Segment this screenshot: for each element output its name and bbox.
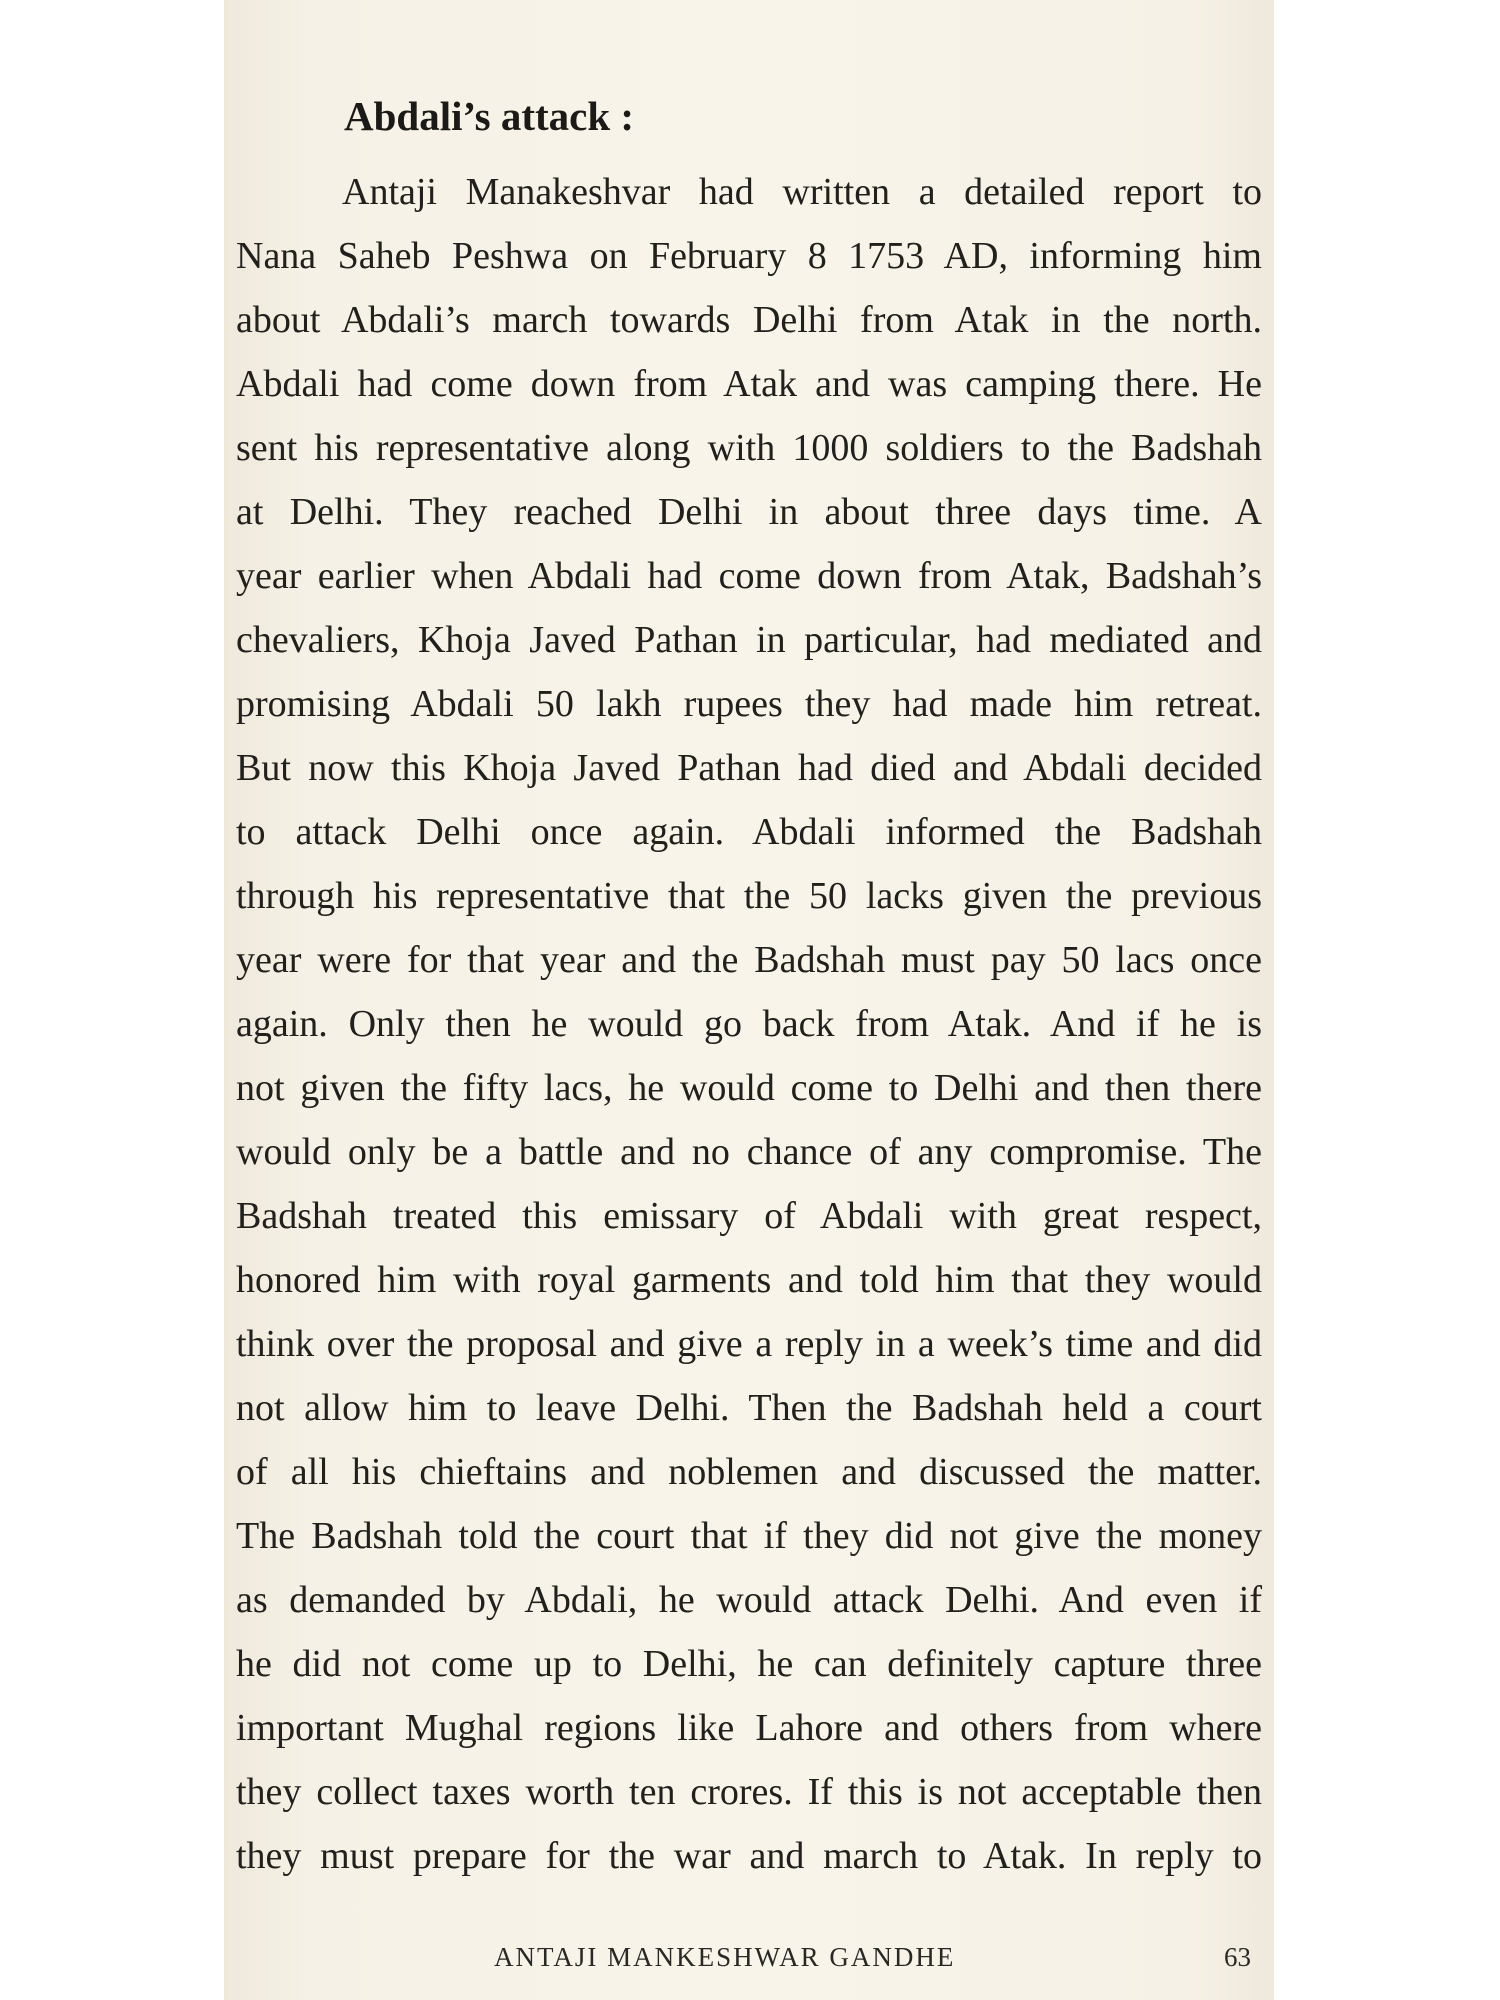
book-page bbox=[224, 0, 1274, 2000]
text-line: Nana Saheb Peshwa on February 8 1753 AD, informing him bbox=[236, 235, 1262, 277]
text-line: they collect taxes worth ten crores. If this is not acceptable then bbox=[236, 1771, 1262, 1813]
text-line: they must prepare for the war and march to Atak. In reply to bbox=[236, 1835, 1262, 1877]
text-line: not allow him to leave Delhi. Then the Badshah held a court bbox=[236, 1387, 1262, 1429]
text-line: not given the fifty lacs, he would come to Delhi and then there bbox=[236, 1067, 1262, 1109]
text-line: of all his chieftains and noblemen and discussed the matter. bbox=[236, 1451, 1262, 1493]
text-line: year were for that year and the Badshah must pay 50 lacs once bbox=[236, 939, 1262, 981]
text-line: to attack Delhi once again. Abdali informed the Badshah bbox=[236, 811, 1262, 853]
text-line: again. Only then he would go back from Atak. And if he is bbox=[236, 1003, 1262, 1045]
text-line: honored him with royal garments and told him that they would bbox=[236, 1259, 1262, 1301]
text-line: promising Abdali 50 lakh rupees they had made him retreat. bbox=[236, 683, 1262, 725]
text-line: would only be a battle and no chance of any compromise. The bbox=[236, 1131, 1262, 1173]
text-line: Abdali had come down from Atak and was camping there. He bbox=[236, 363, 1262, 405]
text-line: important Mughal regions like Lahore and others from where bbox=[236, 1707, 1262, 1749]
text-line: about Abdali’s march towards Delhi from Atak in the north. bbox=[236, 299, 1262, 341]
text-line: think over the proposal and give a reply in a week’s time and did bbox=[236, 1323, 1262, 1365]
text-line: chevaliers, Khoja Javed Pathan in particular, had mediated and bbox=[236, 619, 1262, 661]
text-line: through his representative that the 50 lacks given the previous bbox=[236, 875, 1262, 917]
text-line: he did not come up to Delhi, he can definitely capture three bbox=[236, 1643, 1262, 1685]
text-line: year earlier when Abdali had come down from Atak, Badshah’s bbox=[236, 555, 1262, 597]
text-line: Badshah treated this emissary of Abdali with great respect, bbox=[236, 1195, 1262, 1237]
text-line: sent his representative along with 1000 soldiers to the Badshah bbox=[236, 427, 1262, 469]
text-line: But now this Khoja Javed Pathan had died and Abdali decided bbox=[236, 747, 1262, 789]
text-line: The Badshah told the court that if they did not give the money bbox=[236, 1515, 1262, 1557]
text-line: as demanded by Abdali, he would attack Delhi. And even if bbox=[236, 1579, 1262, 1621]
text-line: Antaji Manakeshvar had written a detailed report to bbox=[342, 171, 1262, 213]
text-line: at Delhi. They reached Delhi in about three days time. A bbox=[236, 491, 1262, 533]
running-footer-title: ANTAJI MANKESHWAR GANDHE bbox=[494, 1942, 956, 1972]
page-number: 63 bbox=[1224, 1942, 1251, 1972]
section-heading: Abdali’s attack : bbox=[344, 93, 635, 139]
